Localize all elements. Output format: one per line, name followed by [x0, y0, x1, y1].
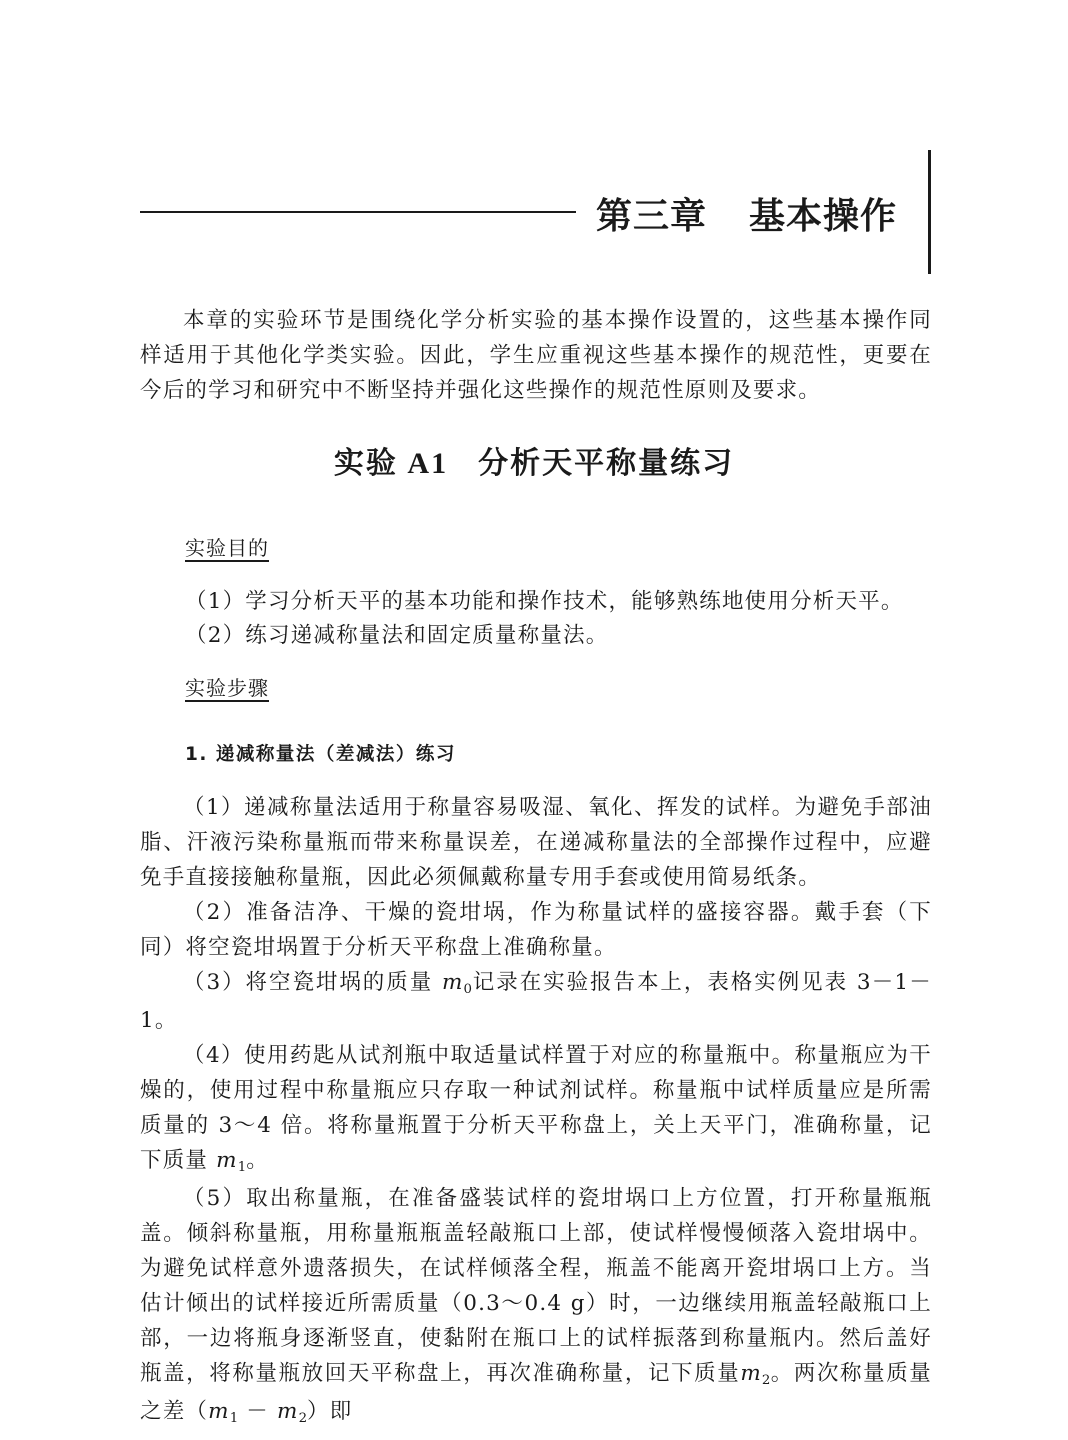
step-2: （2）准备洁净、干燥的瓷坩埚，作为称量试样的盛接容器。戴手套（下同）将空瓷坩埚置于分析天平称盘上准确称量。 [140, 900, 932, 960]
step-5-subscript-1: 1 [229, 1411, 239, 1427]
step-5-text-b: 。两次称量质量之差（ [140, 1361, 933, 1424]
step-4-text-b: 。 [246, 1148, 269, 1173]
step-5 [140, 1181, 932, 1432]
experiment-name: 分析天平称量练习 [478, 446, 735, 481]
chapter-number: 第三章 [596, 196, 708, 237]
step-5-text-a: （5）取出称量瓶，在准备盛装试样的瓷坩埚口上方位置，打开称量瓶瓶盖。倾斜称量瓶，用称量瓶瓶盖轻敲瓶口上部，使试样慢慢倾落入瓷坩埚中。为避免试样意外遗落损失，在试样倾落全程，瓶盖不能离开瓷坩埚口上方。当估计倾出的试样接近所需质量（0.3～0.4 g）时，一边继续用瓶盖轻敲瓶口上部，一边将瓶身逐渐竖直，使黏附在瓶口上的试样振落到称量瓶内。然后盖好瓶盖，将称量瓶放回天平称盘上，再次准确称量，记下质量 [140, 1186, 932, 1386]
purpose-item-2: （2）练习递减称量法和固定质量称量法。 [185, 623, 609, 648]
step-3-text-b: 记录在实验报告本上，表格实例见表 3－1－1。 [140, 970, 932, 1033]
step-5-text-d: ）即 [307, 1399, 353, 1424]
step-5-subscript-2: 2 [761, 1373, 771, 1389]
experiment-title [0, 438, 1068, 482]
step-5-minus: － [238, 1399, 277, 1424]
experiment-code: 实验 A1 [333, 447, 449, 480]
step-4-subscript: 1 [237, 1160, 247, 1176]
purpose-item-1: （1）学习分析天平的基本功能和操作技术，能够熟练地使用分析天平。 [185, 589, 904, 614]
step-4-text-a: （4）使用药匙从试剂瓶中取适量试样置于对应的称量瓶中。称量瓶应为干燥的，使用过程中称量瓶应只存取一种试剂试样。称量瓶中试样质量应是所需质量的 3～4 倍。将称量瓶置于分析天平称盘上，关上天平门，准确称量，记下质量 [140, 1043, 932, 1173]
chapter-side-bar [928, 150, 931, 274]
chapter-rule [140, 211, 576, 213]
step-3 [140, 965, 932, 1038]
step-4 [140, 1038, 932, 1181]
subsection-heading: 1. 递减称量法（差减法）练习 [185, 744, 456, 765]
step-5-variable-m2: m [740, 1361, 762, 1386]
chapter-title: 基本操作 [749, 196, 898, 237]
section-heading-purpose: 实验目的 [185, 536, 269, 560]
intro-paragraph: 本章的实验环节是围绕化学分析实验的基本操作设置的，这些基本操作同样适用于其他化学类实验。因此，学生应重视这些基本操作的规范性，更要在今后的学习和研究中不断坚持并强化这些操作的规范性原则及要求。 [140, 308, 932, 403]
step-5-variable-m1: m [208, 1399, 230, 1424]
step-3-text-a: （3）将空瓷坩埚的质量 [183, 970, 442, 995]
step-5-subscript-2b: 2 [298, 1411, 308, 1427]
step-1: （1）递减称量法适用于称量容易吸湿、氧化、挥发的试样。为避免手部油脂、汗液污染称量瓶而带来称量误差，在递减称量法的全部操作过程中，应避免手直接接触称量瓶，因此必须佩戴称量专用手套或使用简易纸条。 [140, 795, 932, 890]
steps-body [140, 790, 932, 1432]
step-3-subscript: 0 [463, 982, 473, 998]
chapter-heading [596, 188, 897, 239]
section-heading-steps: 实验步骤 [185, 676, 269, 700]
step-5-variable-m2b: m [276, 1399, 299, 1424]
step-3-variable: m [441, 970, 464, 995]
step-4-variable: m [216, 1148, 238, 1173]
